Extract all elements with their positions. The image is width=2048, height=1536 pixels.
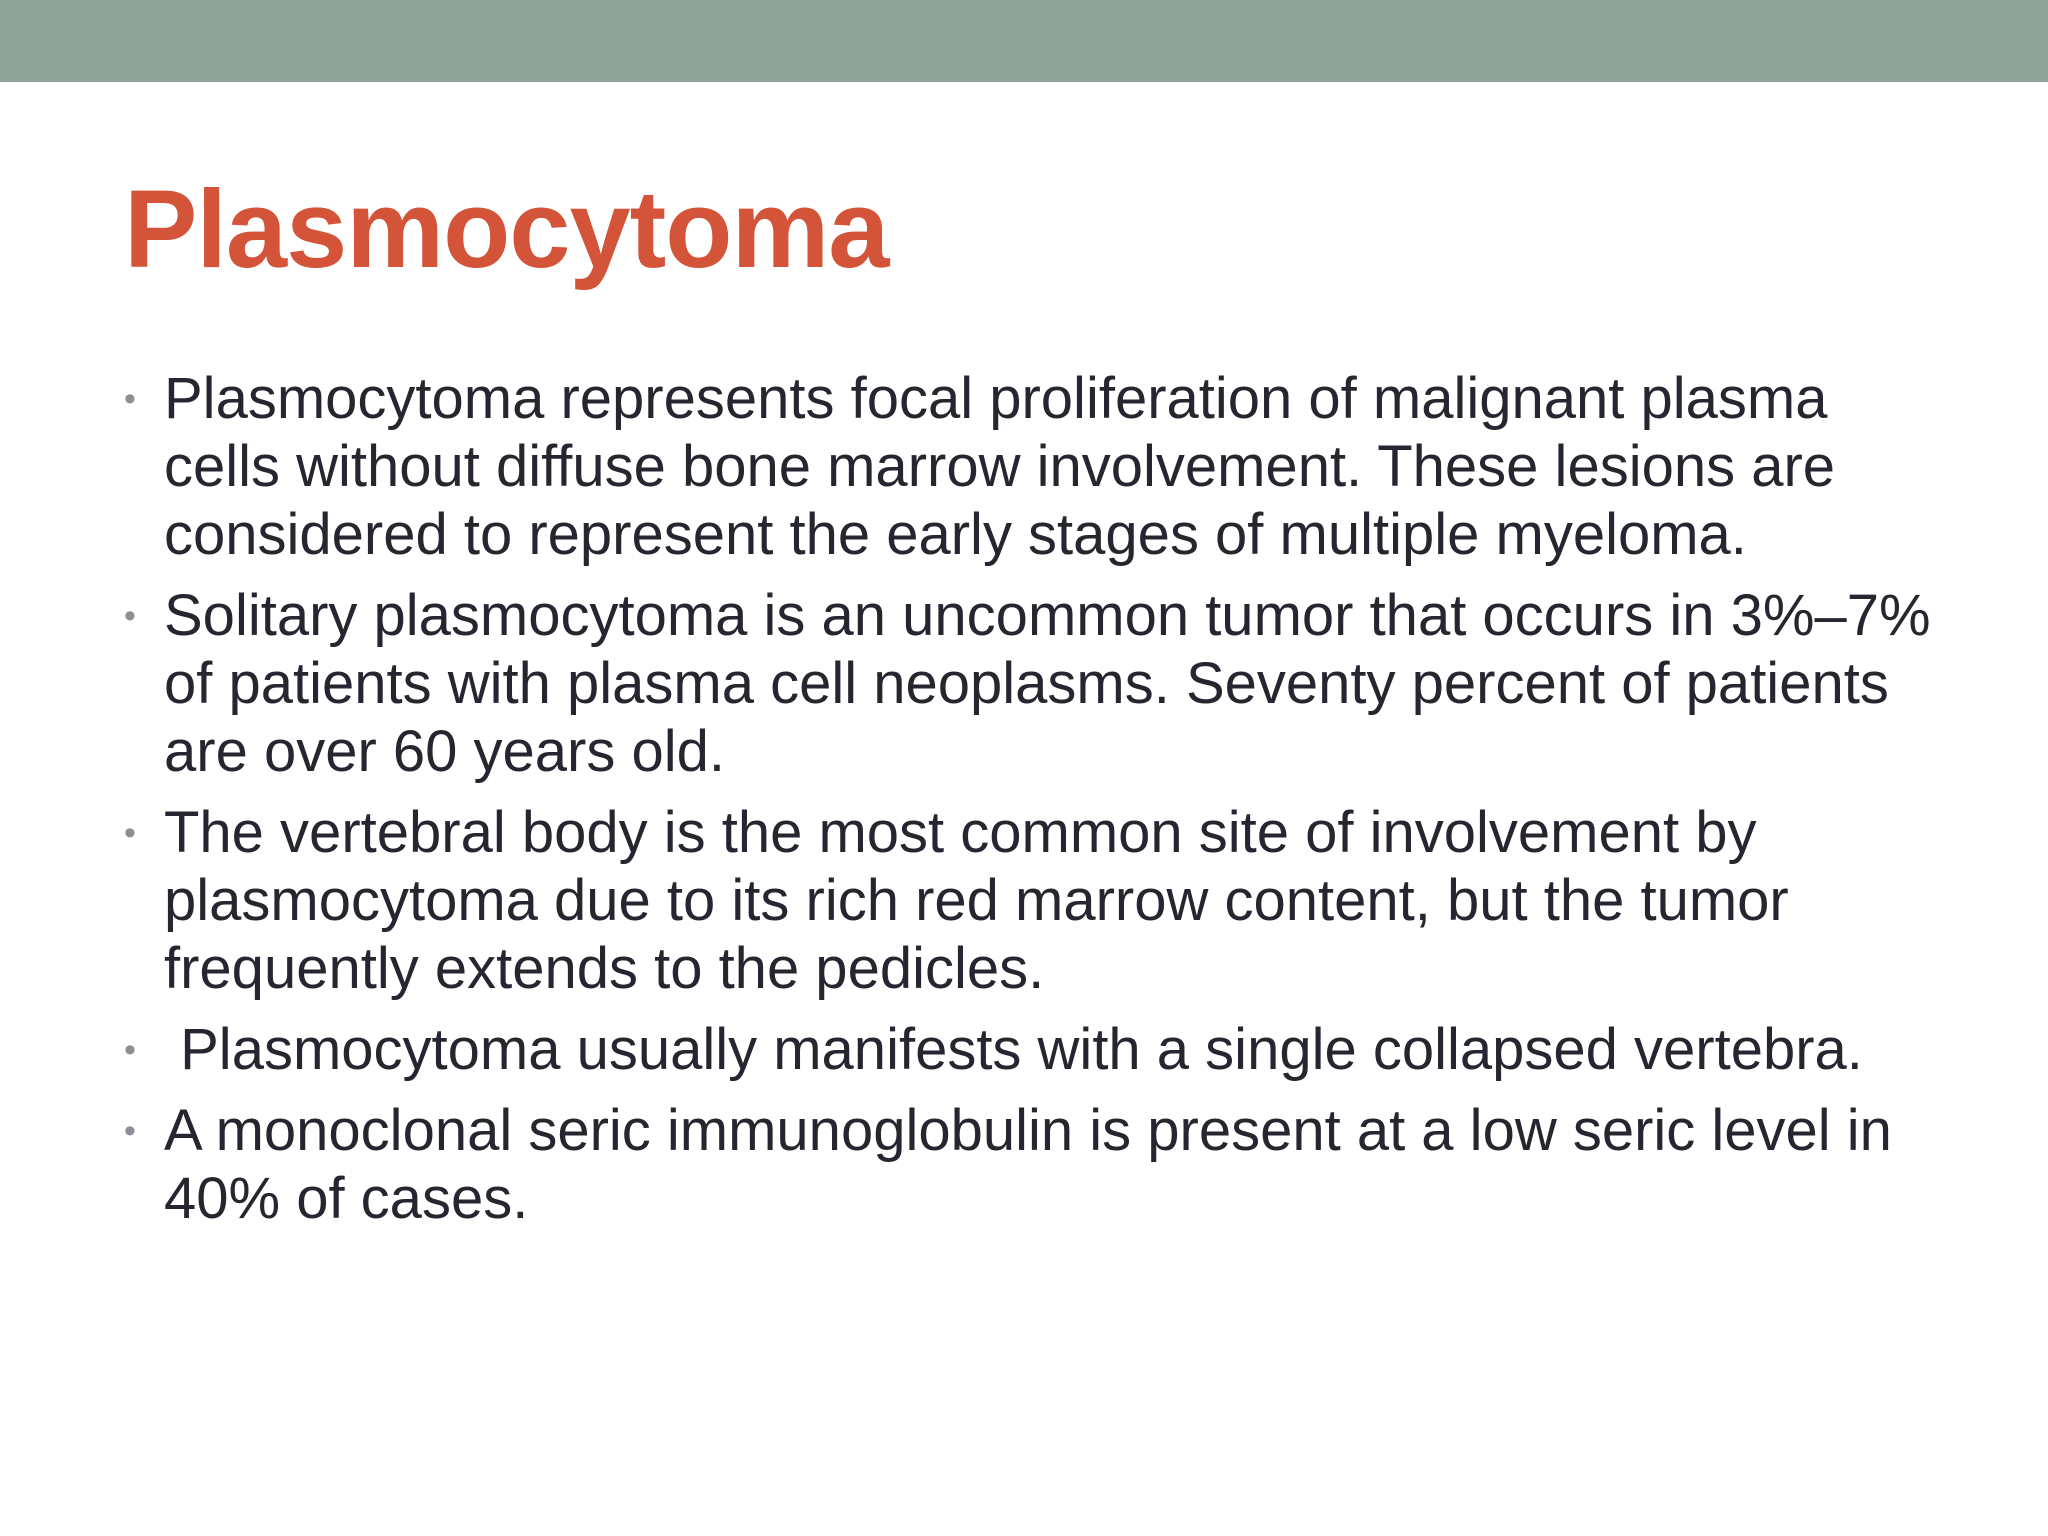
bullet-dot-icon: • <box>124 1031 136 1069</box>
bullet-text: Solitary plasmocytoma is an uncommon tumor that occurs in 3%–7% of patients with plasma cell neoplasms. Seventy percent of patients are over 60 years old. <box>164 583 1931 784</box>
bullet-dot-icon: • <box>124 597 136 635</box>
bullet-text: The vertebral body is the most common site of involvement by plasmocytoma due to its rich red marrow content, but the tumor frequently extends to the pedicles. <box>164 800 1789 1001</box>
bullet-item <box>124 365 1944 569</box>
bullet-list <box>124 365 1944 1246</box>
bullet-text: Plasmocytoma usually manifests with a single collapsed vertebra. <box>164 1017 1863 1082</box>
bullet-item <box>124 799 1944 1003</box>
bullet-item <box>124 1097 1944 1233</box>
bullet-item <box>124 582 1944 786</box>
bullet-dot-icon: • <box>124 1112 136 1150</box>
slide-title: Plasmocytoma <box>124 168 889 291</box>
bullet-item <box>124 1016 1944 1084</box>
bullet-dot-icon: • <box>124 380 136 418</box>
bullet-text: Plasmocytoma represents focal proliferation of malignant plasma cells without diffuse bone marrow involvement. These lesions are considered to represent the early stages of multiple myeloma. <box>164 366 1836 567</box>
bullet-text: A monoclonal seric immunoglobulin is present at a low seric level in 40% of cases. <box>164 1098 1892 1231</box>
bullet-dot-icon: • <box>124 814 136 852</box>
top-accent-band <box>0 0 2048 82</box>
